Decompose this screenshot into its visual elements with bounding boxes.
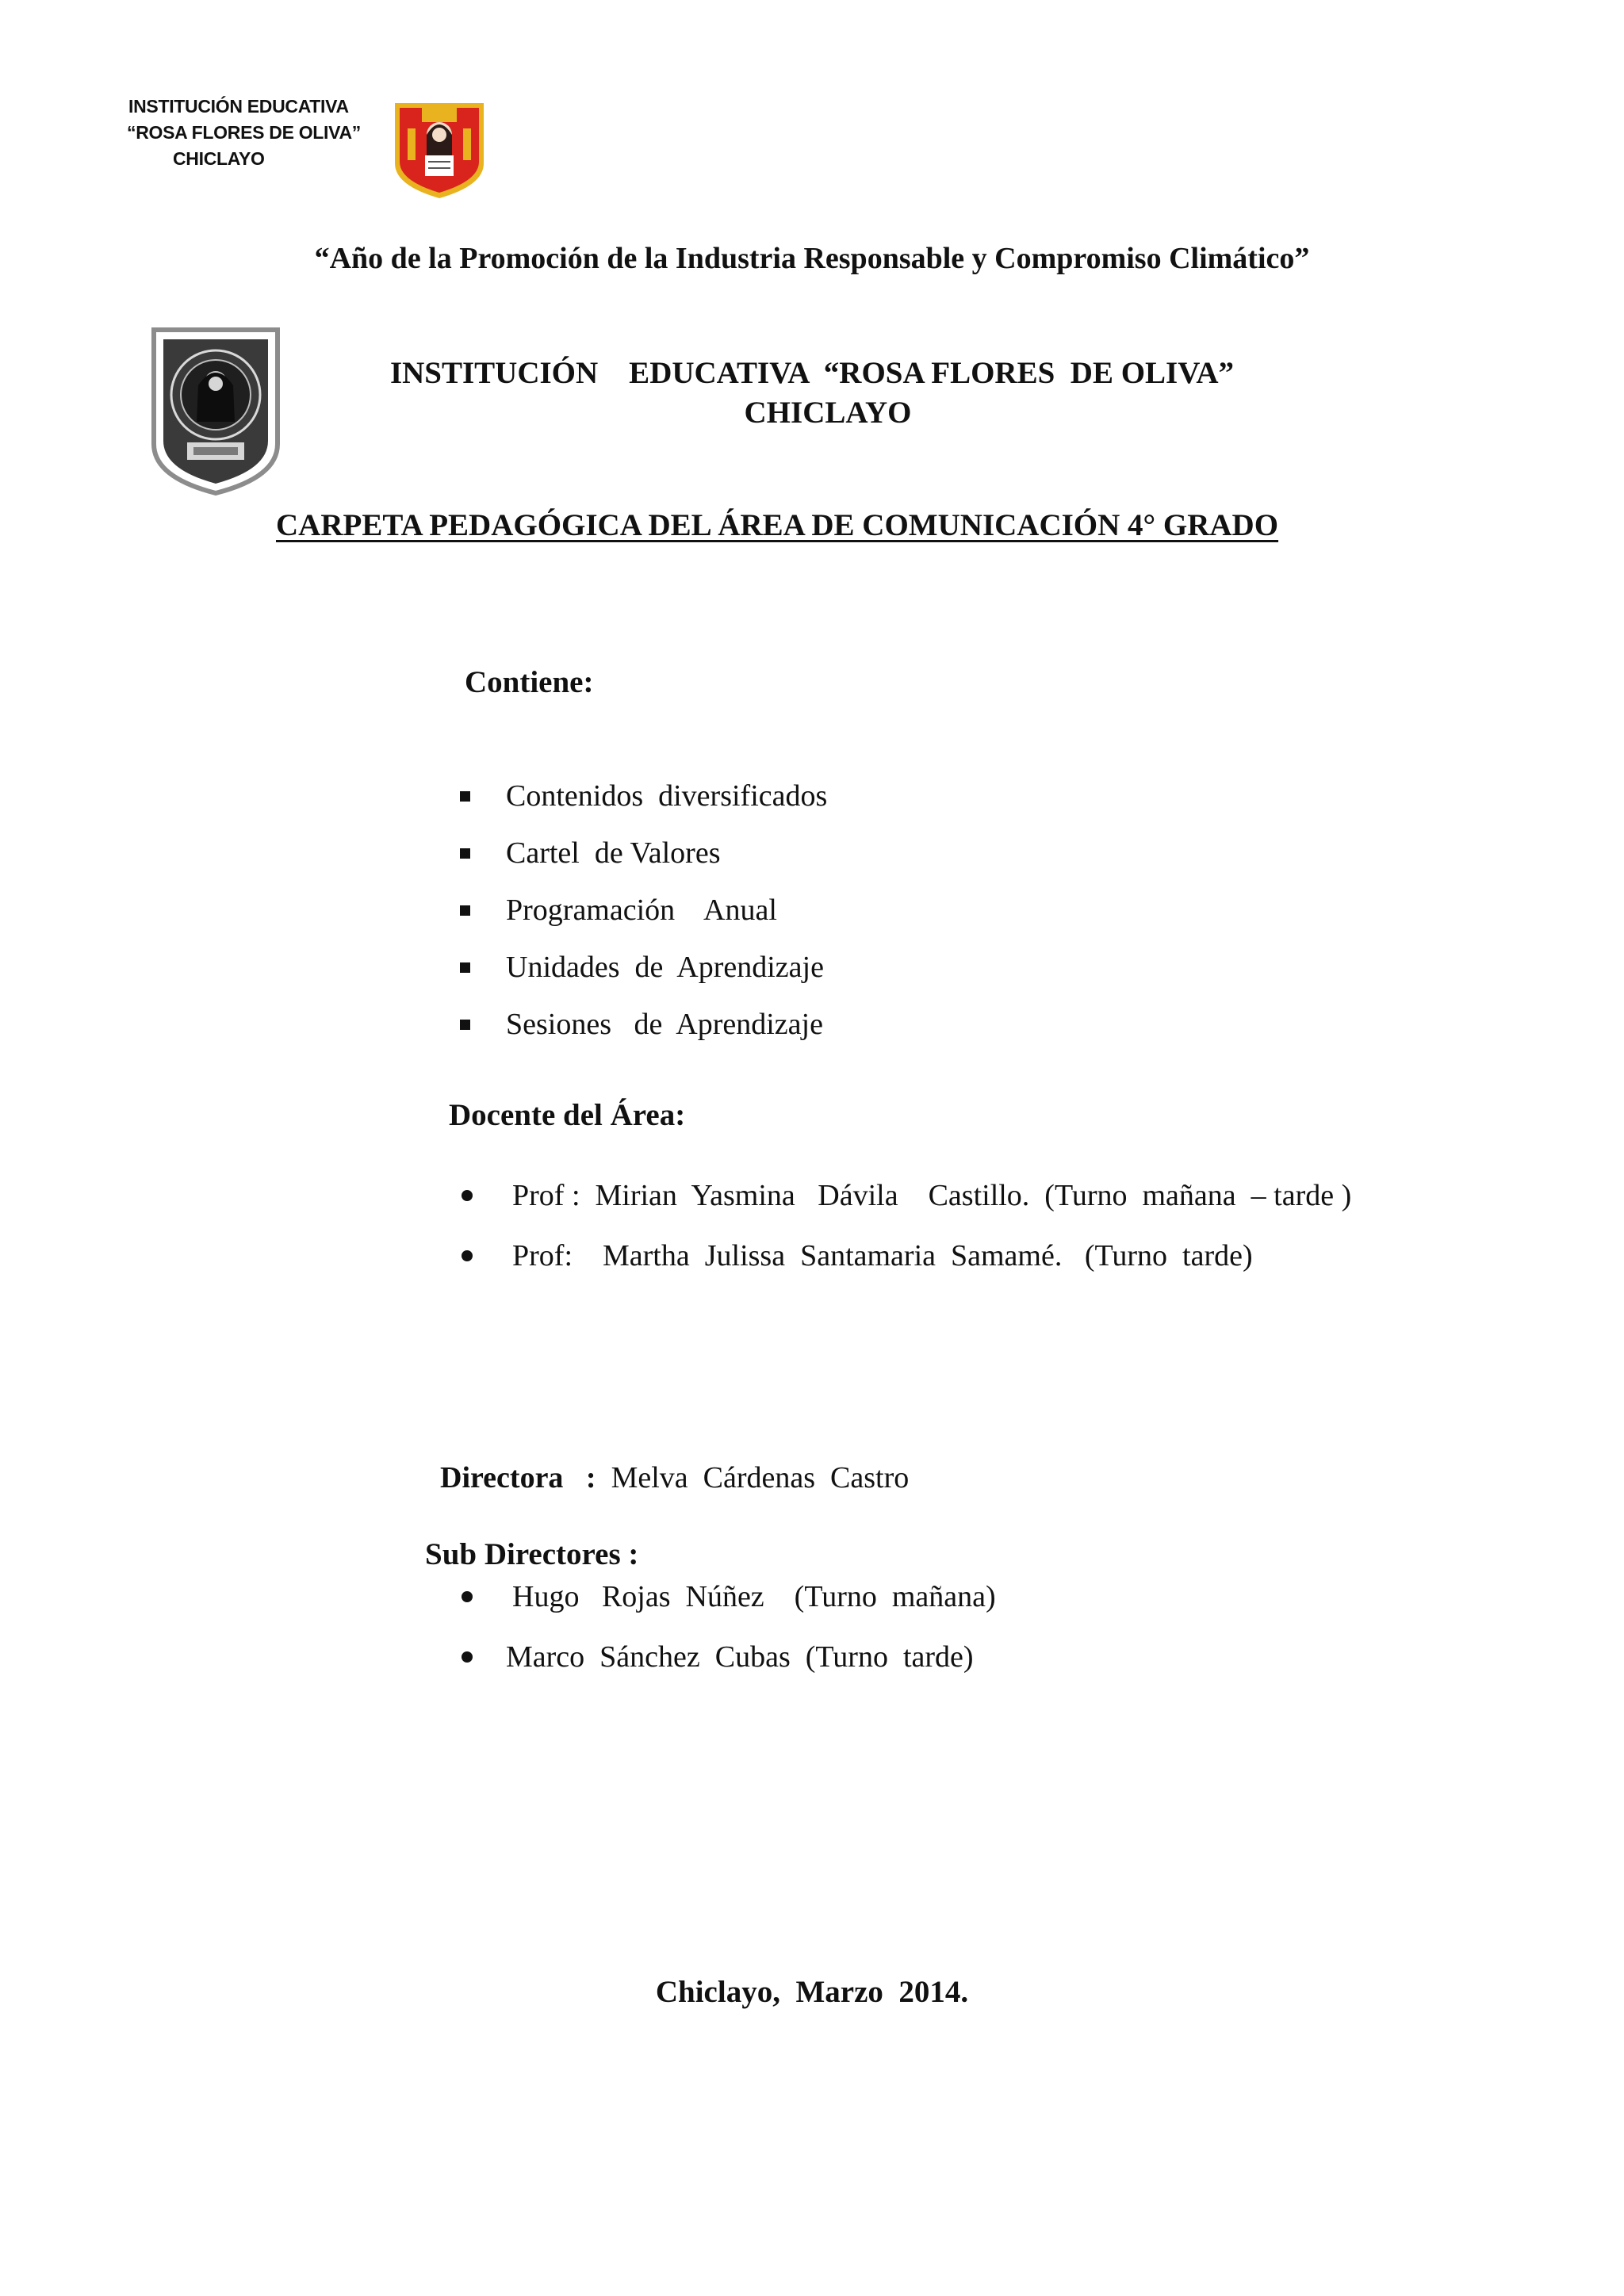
list-item [457,882,827,939]
director-label: Directora : [440,1461,596,1494]
year-motto: “Año de la Promoción de la Industria Responsable y Compromiso Climático” [314,242,1310,275]
header-line-city: CHICLAYO [173,148,265,169]
round-bullet-icon [462,1591,473,1602]
list-item [457,767,827,825]
list-item-text: Cartel de Valores [506,836,721,870]
round-bullet-icon [462,1250,473,1261]
teachers-list [457,1165,1351,1286]
list-item [457,1567,996,1627]
header-line-institution: INSTITUCIÓN EDUCATIVA [128,96,349,117]
subdirectors-list [457,1567,996,1687]
header-block [128,94,361,172]
place-date: Chiclayo, Marzo 2014. [655,1975,969,2009]
round-bullet-icon [462,1651,473,1663]
institution-title-line1: INSTITUCIÓN EDUCATIVA “ROSA FLORES DE OLIVA” [389,356,1235,390]
institution-title-line2: CHICLAYO [744,396,912,430]
list-item [457,996,827,1053]
subdirector-entry: Marco Sánchez Cubas (Turno tarde) [506,1640,974,1674]
list-item [457,1627,996,1687]
folder-title: CARPETA PEDAGÓGICA DEL ÁREA DE COMUNICACIÓN 4° GRADO [276,508,1279,542]
round-bullet-icon [462,1190,473,1201]
subdirectors-label: Sub Directores : [425,1537,639,1571]
director-name: Melva Cárdenas Castro [611,1461,910,1494]
square-bullet-icon [460,962,470,973]
list-item [457,1226,1351,1286]
contents-list [457,767,827,1053]
subdirector-entry: Hugo Rojas Núñez (Turno mañana) [512,1580,996,1613]
square-bullet-icon [460,1020,470,1030]
header-line-school-name: “ROSA FLORES DE OLIVA” [127,122,361,143]
teacher-entry: Prof : Mirian Yasmina Dávila Castillo. (Turno mañana – tarde ) [512,1179,1352,1212]
square-bullet-icon [460,905,470,916]
school-crest-logo [390,97,488,200]
list-item [457,939,827,996]
director-line [425,1425,909,1495]
list-item-text: Unidades de Aprendizaje [506,951,824,984]
institution-title [0,354,1624,433]
list-item-text: Programación Anual [506,894,777,927]
contents-label: Contiene: [465,665,594,699]
teachers-label: Docente del Área: [449,1098,686,1132]
list-item-text: Contenidos diversificados [506,779,828,813]
teacher-entry: Prof: Martha Julissa Santamaria Samamé. (Turno tarde) [512,1239,1253,1272]
list-item-text: Sesiones de Aprendizaje [506,1008,823,1041]
list-item [457,825,827,882]
list-item [457,1165,1351,1226]
square-bullet-icon [460,791,470,802]
square-bullet-icon [460,848,470,859]
